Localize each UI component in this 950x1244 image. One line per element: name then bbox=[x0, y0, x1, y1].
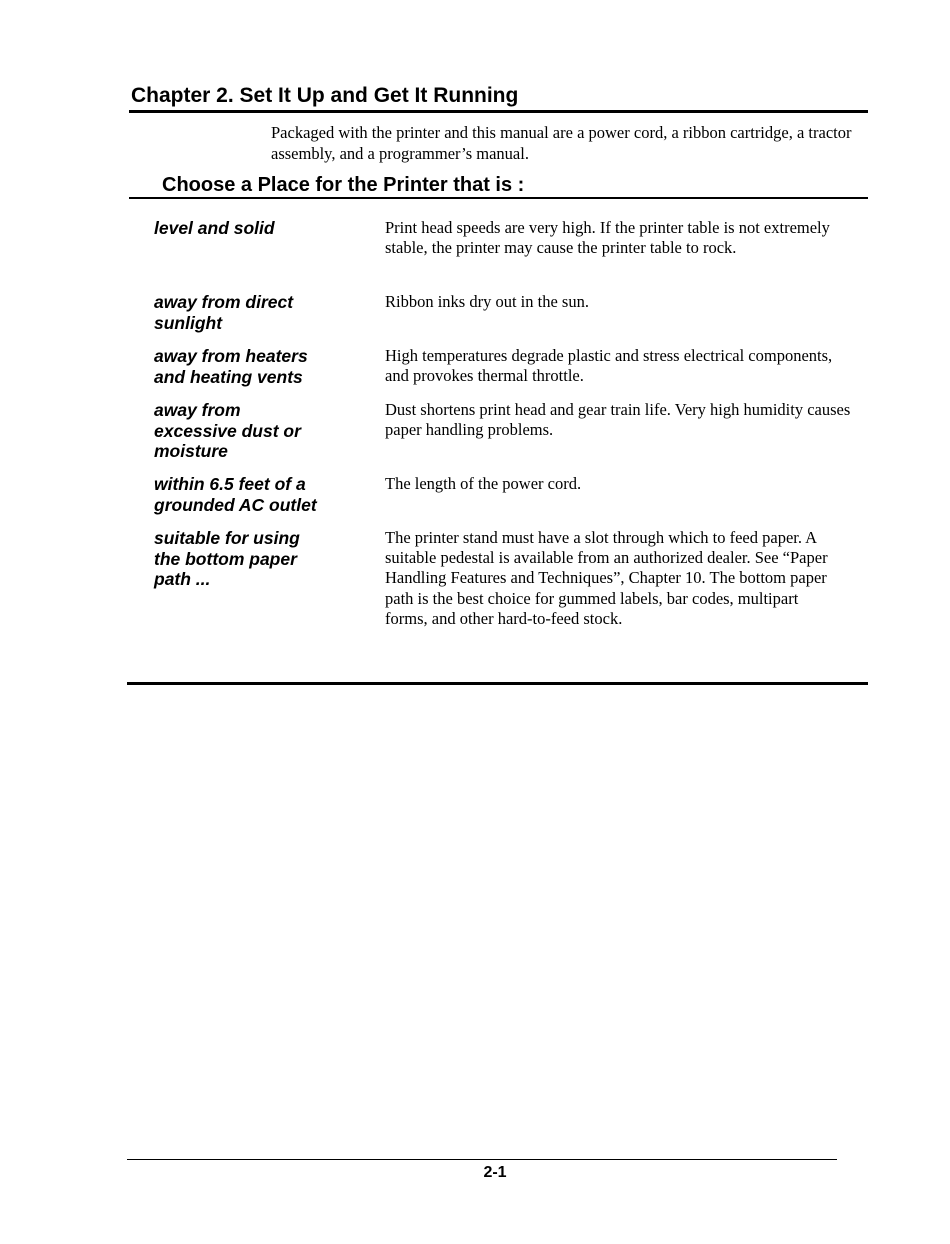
item-description: Print head speeds are very high. If the printer table is not extremely stable, the printer may cause the printer table to rock. bbox=[385, 218, 830, 258]
item-term: suitable for using the bottom paper path ... bbox=[154, 528, 300, 589]
item-description: Dust shortens print head and gear train life. Very high humidity causes paper handling problems. bbox=[385, 400, 851, 440]
item-description: The printer stand must have a slot through which to feed paper. A suitable pedestal is available from an authorized dealer. See “Paper Handling Features and Techniques”, Chapter 10. The bottom paper path is the best choice for gummed labels, bar codes, multipart forms, and other hard-to-feed stock. bbox=[385, 528, 828, 628]
item-term: level and solid bbox=[154, 218, 275, 238]
item-term: within 6.5 feet of a grounded AC outlet bbox=[154, 474, 317, 515]
footer-rule bbox=[127, 1159, 837, 1160]
item-description: High temperatures degrade plastic and stress electrical components, and provokes thermal throttle. bbox=[385, 346, 833, 386]
section-title-rule bbox=[129, 197, 868, 199]
section-end-rule bbox=[127, 682, 868, 685]
item-term: away from heaters and heating vents bbox=[154, 346, 308, 387]
intro-paragraph: Packaged with the printer and this manual are a power cord, a ribbon cartridge, a tractor assembly, and a programmer’s manual. bbox=[271, 123, 852, 163]
item-term: away from direct sunlight bbox=[154, 292, 294, 333]
chapter-title-rule bbox=[129, 110, 868, 113]
item-description: Ribbon inks dry out in the sun. bbox=[385, 292, 589, 311]
page-number: 2-1 bbox=[483, 1164, 507, 1181]
item-description: The length of the power cord. bbox=[385, 474, 582, 493]
section-title: Choose a Place for the Printer that is : bbox=[162, 174, 525, 196]
item-term: away from excessive dust or moisture bbox=[154, 400, 301, 461]
chapter-title: Chapter 2. Set It Up and Get It Running bbox=[131, 84, 519, 107]
